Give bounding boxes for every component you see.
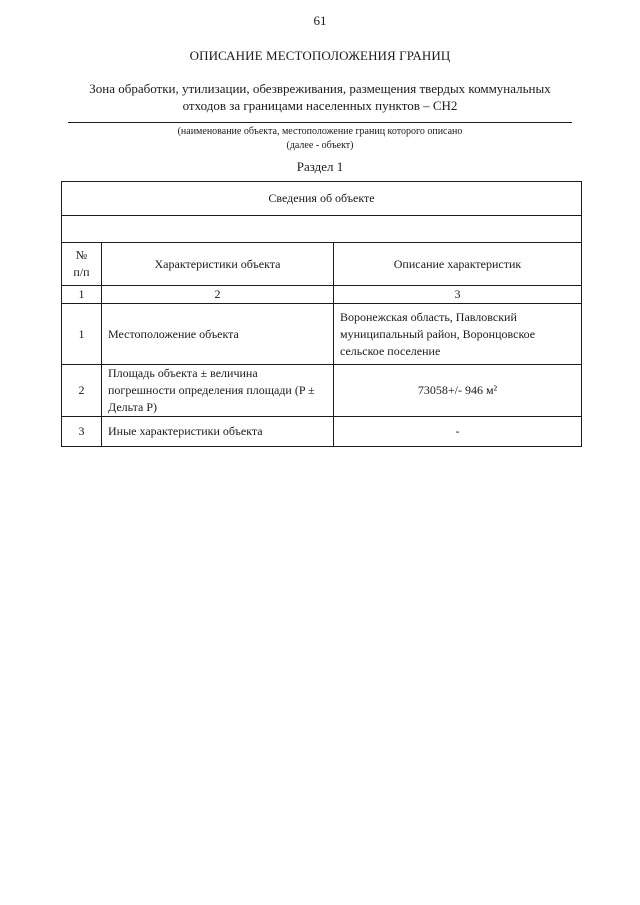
row-num: 1 (62, 304, 102, 365)
row-characteristic: Площадь объекта ± величина погрешности определения площади (P ± Дельта P) (102, 365, 334, 417)
object-name (70, 80, 570, 114)
column-number-2: 2 (102, 286, 334, 304)
row-description: Воронежская область, Павловский муниципальный район, Воронцовское сельское поселение (334, 304, 582, 365)
table-title: Сведения об объекте (62, 182, 582, 216)
table-header-row (62, 243, 582, 286)
object-name-line-2: отходов за границами населенных пунктов – СН2 (182, 98, 458, 113)
header-description: Описание характеристик (334, 243, 582, 286)
table-empty-row (62, 216, 582, 243)
object-name-underline (68, 122, 572, 123)
row-characteristic: Иные характеристики объекта (102, 417, 334, 447)
table-row (62, 365, 582, 417)
row-description: - (334, 417, 582, 447)
column-number-1: 1 (62, 286, 102, 304)
column-numbers-row (62, 286, 582, 304)
row-characteristic: Местоположение объекта (102, 304, 334, 365)
page-number: 61 (313, 13, 327, 28)
caption-line-2: (далее - объект) (286, 140, 354, 151)
document-title: ОПИСАНИЕ МЕСТОПОЛОЖЕНИЯ ГРАНИЦ (189, 48, 451, 63)
header-characteristic: Характеристики объекта (102, 243, 334, 286)
row-description: 73058+/- 946 м² (334, 365, 582, 417)
table-row (62, 304, 582, 365)
row-num: 2 (62, 365, 102, 417)
table-row (62, 417, 582, 447)
header-num: № п/п (62, 243, 102, 286)
object-name-line-1: Зона обработки, утилизации, обезвреживания, размещения твердых коммунальных (89, 81, 551, 96)
object-info-table (61, 181, 582, 447)
column-number-3: 3 (334, 286, 582, 304)
caption-line-1: (наименование объекта, местоположение границ которого описано (177, 126, 463, 137)
object-name-caption (0, 125, 640, 153)
table-title-row (62, 182, 582, 216)
empty-cell (62, 216, 582, 243)
section-label: Раздел 1 (296, 159, 344, 174)
row-num: 3 (62, 417, 102, 447)
